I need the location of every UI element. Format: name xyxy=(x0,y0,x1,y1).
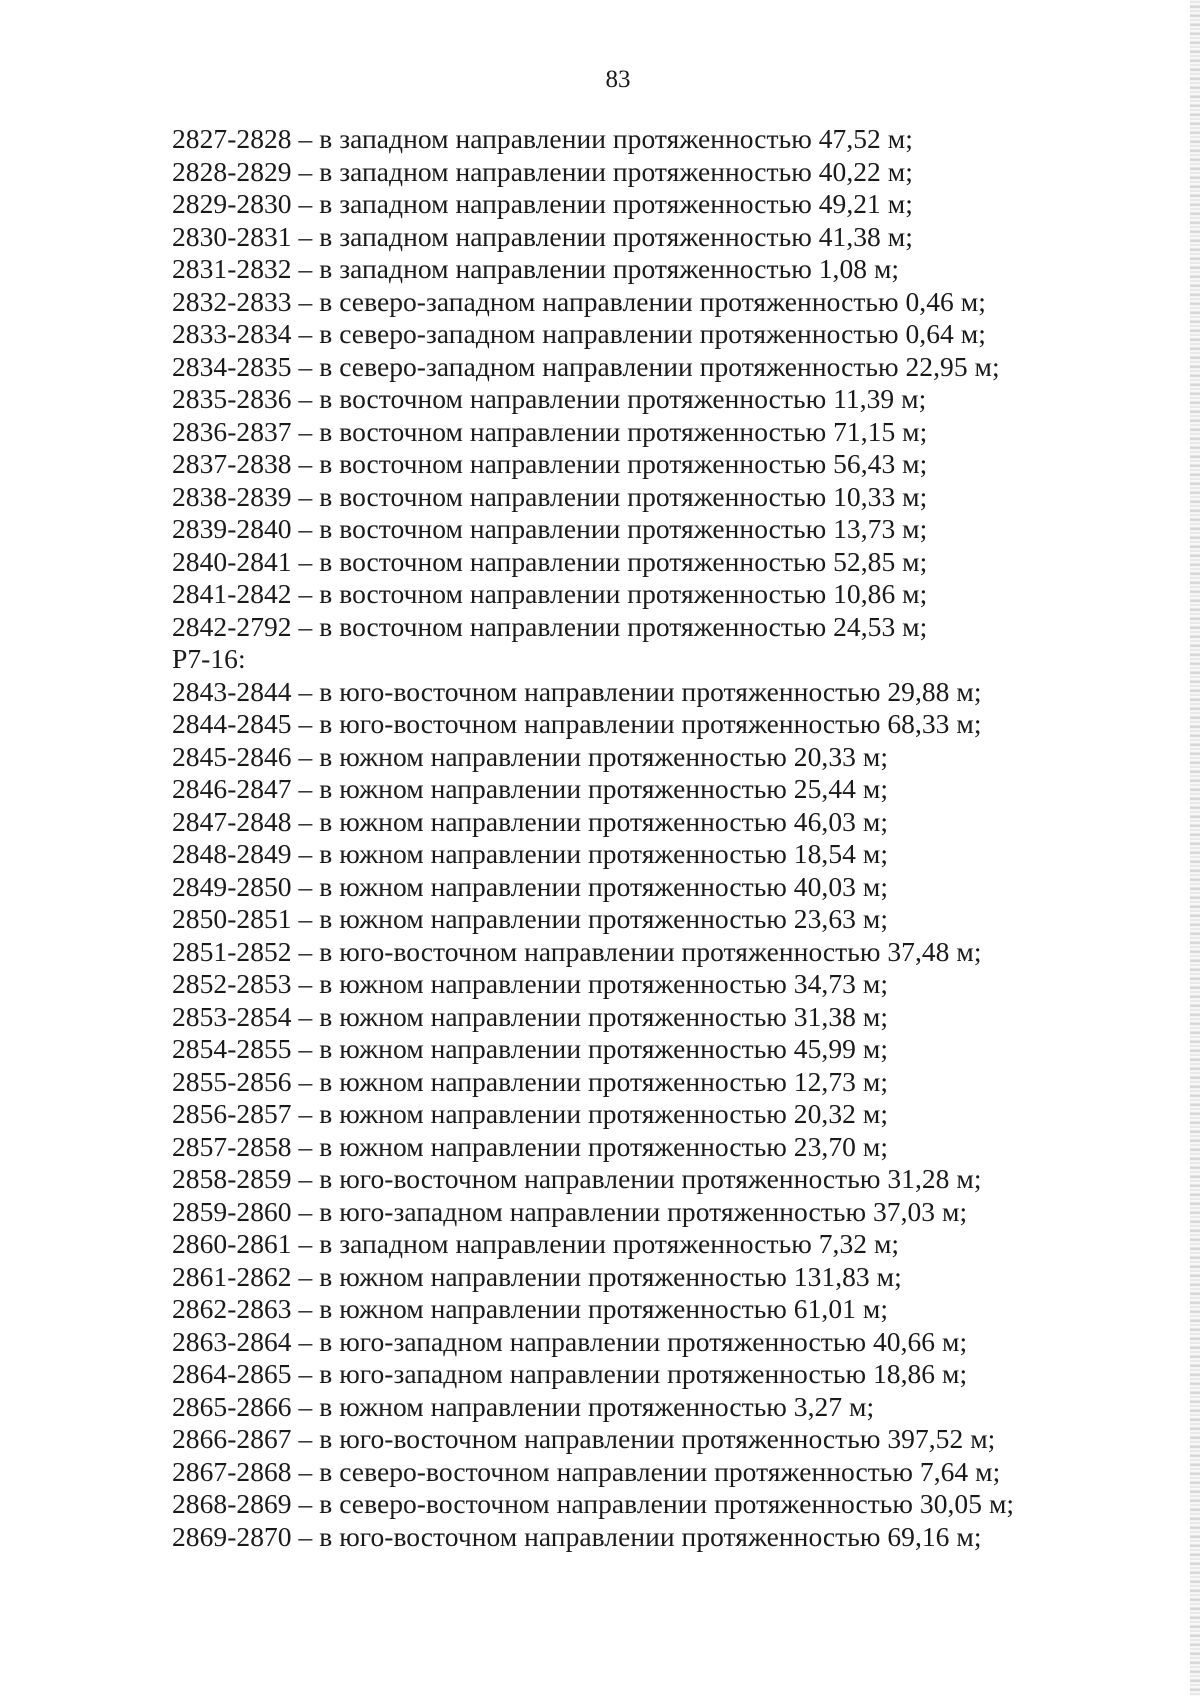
boundary-segment-line: 2839-2840 – в восточном направлении протяженностью 13,73 м; xyxy=(172,513,928,544)
boundary-segment-line: 2845-2846 – в южном направлении протяженностью 20,33 м; xyxy=(172,740,889,772)
boundary-segment-line: 2829-2830 – в западном направлении протяженностью 49,21 м; xyxy=(172,188,913,219)
boundary-segment-line: 2842-2792 – в восточном направлении протяженностью 24,53 м; xyxy=(172,610,928,642)
boundary-segment-line: 2860-2861 – в западном направлении протяженностью 7,32 м; xyxy=(172,1228,900,1259)
boundary-segment-list xyxy=(172,123,1132,1553)
boundary-segment-line: 2857-2858 – в южном направлении протяженностью 23,70 м; xyxy=(172,1130,889,1162)
boundary-segment-line: 2830-2831 – в западном направлении протяженностью 41,38 м; xyxy=(172,220,913,252)
boundary-segment-line: 2844-2845 – в юго-восточном направлении протяженностью 68,33 м; xyxy=(172,708,982,739)
boundary-segment-line: 2836-2837 – в восточном направлении протяженностью 71,15 м; xyxy=(172,415,928,447)
boundary-segment-line: 2868-2869 – в северо-восточном направлении протяженностью 30,05 м; xyxy=(172,1488,1015,1519)
boundary-segment-line: 2841-2842 – в восточном направлении протяженностью 10,86 м; xyxy=(172,578,928,609)
boundary-segment-line: 2850-2851 – в южном направлении протяженностью 23,63 м; xyxy=(172,903,889,934)
boundary-segment-line: 2863-2864 – в юго-западном направлении протяженностью 40,66 м; xyxy=(172,1325,968,1357)
boundary-segment-line: 2858-2859 – в юго-восточном направлении протяженностью 31,28 м; xyxy=(172,1163,982,1194)
boundary-segment-line: 2866-2867 – в юго-восточном направлении протяженностью 397,52 м; xyxy=(172,1423,996,1454)
boundary-segment-line: 2855-2856 – в южном направлении протяженностью 12,73 м; xyxy=(172,1065,889,1097)
boundary-segment-line: 2831-2832 – в западном направлении протяженностью 1,08 м; xyxy=(172,253,900,284)
boundary-segment-line: 2846-2847 – в южном направлении протяженностью 25,44 м; xyxy=(172,773,889,804)
boundary-segment-line: 2833-2834 – в северо-западном направлении протяженностью 0,64 м; xyxy=(172,318,986,349)
boundary-segment-line: 2851-2852 – в юго-восточном направлении протяженностью 37,48 м; xyxy=(172,935,982,967)
boundary-segment-line: 2835-2836 – в восточном направлении протяженностью 11,39 м; xyxy=(172,383,927,414)
boundary-segment-line: 2840-2841 – в восточном направлении протяженностью 52,85 м; xyxy=(172,545,928,577)
boundary-segment-line: 2849-2850 – в южном направлении протяженностью 40,03 м; xyxy=(172,870,889,902)
page-number: 83 xyxy=(605,66,631,93)
boundary-segment-line: 2853-2854 – в южном направлении протяженностью 31,38 м; xyxy=(172,1000,889,1032)
boundary-segment-line: 2862-2863 – в южном направлении протяженностью 61,01 м; xyxy=(172,1293,889,1324)
boundary-segment-line: 2838-2839 – в восточном направлении протяженностью 10,33 м; xyxy=(172,480,928,512)
boundary-segment-line: 2867-2868 – в северо-восточном направлении протяженностью 7,64 м; xyxy=(172,1455,1001,1487)
boundary-segment-line: 2843-2844 – в юго-восточном направлении протяженностью 29,88 м; xyxy=(172,675,982,707)
scan-edge-artifact xyxy=(1190,0,1200,1696)
boundary-segment-line: 2856-2857 – в южном направлении протяженностью 20,32 м; xyxy=(172,1098,889,1129)
boundary-segment-line: 2834-2835 – в северо-западном направлении протяженностью 22,95 м; xyxy=(172,350,1000,382)
boundary-segment-line: Р7-16: xyxy=(172,643,246,674)
boundary-segment-line: 2852-2853 – в южном направлении протяженностью 34,73 м; xyxy=(172,968,889,999)
boundary-segment-line: 2865-2866 – в южном направлении протяженностью 3,27 м; xyxy=(172,1390,875,1422)
boundary-segment-line: 2832-2833 – в северо-западном направлении протяженностью 0,46 м; xyxy=(172,285,986,317)
boundary-segment-line: 2854-2855 – в южном направлении протяженностью 45,99 м; xyxy=(172,1033,889,1064)
boundary-segment-line: 2848-2849 – в южном направлении протяженностью 18,54 м; xyxy=(172,838,889,869)
boundary-segment-line: 2828-2829 – в западном направлении протяженностью 40,22 м; xyxy=(172,155,913,187)
boundary-segment-line: 2861-2862 – в южном направлении протяженностью 131,83 м; xyxy=(172,1260,902,1292)
boundary-segment-line: 2847-2848 – в южном направлении протяженностью 46,03 м; xyxy=(172,805,889,837)
boundary-segment-line: 2869-2870 – в юго-восточном направлении протяженностью 69,16 м; xyxy=(172,1520,982,1552)
boundary-segment-line: 2827-2828 – в западном направлении протяженностью 47,52 м; xyxy=(172,123,913,154)
boundary-segment-line: 2859-2860 – в юго-западном направлении протяженностью 37,03 м; xyxy=(172,1195,968,1227)
boundary-segment-line: 2864-2865 – в юго-западном направлении протяженностью 18,86 м; xyxy=(172,1358,968,1389)
boundary-segment-line: 2837-2838 – в восточном направлении протяженностью 56,43 м; xyxy=(172,448,928,479)
